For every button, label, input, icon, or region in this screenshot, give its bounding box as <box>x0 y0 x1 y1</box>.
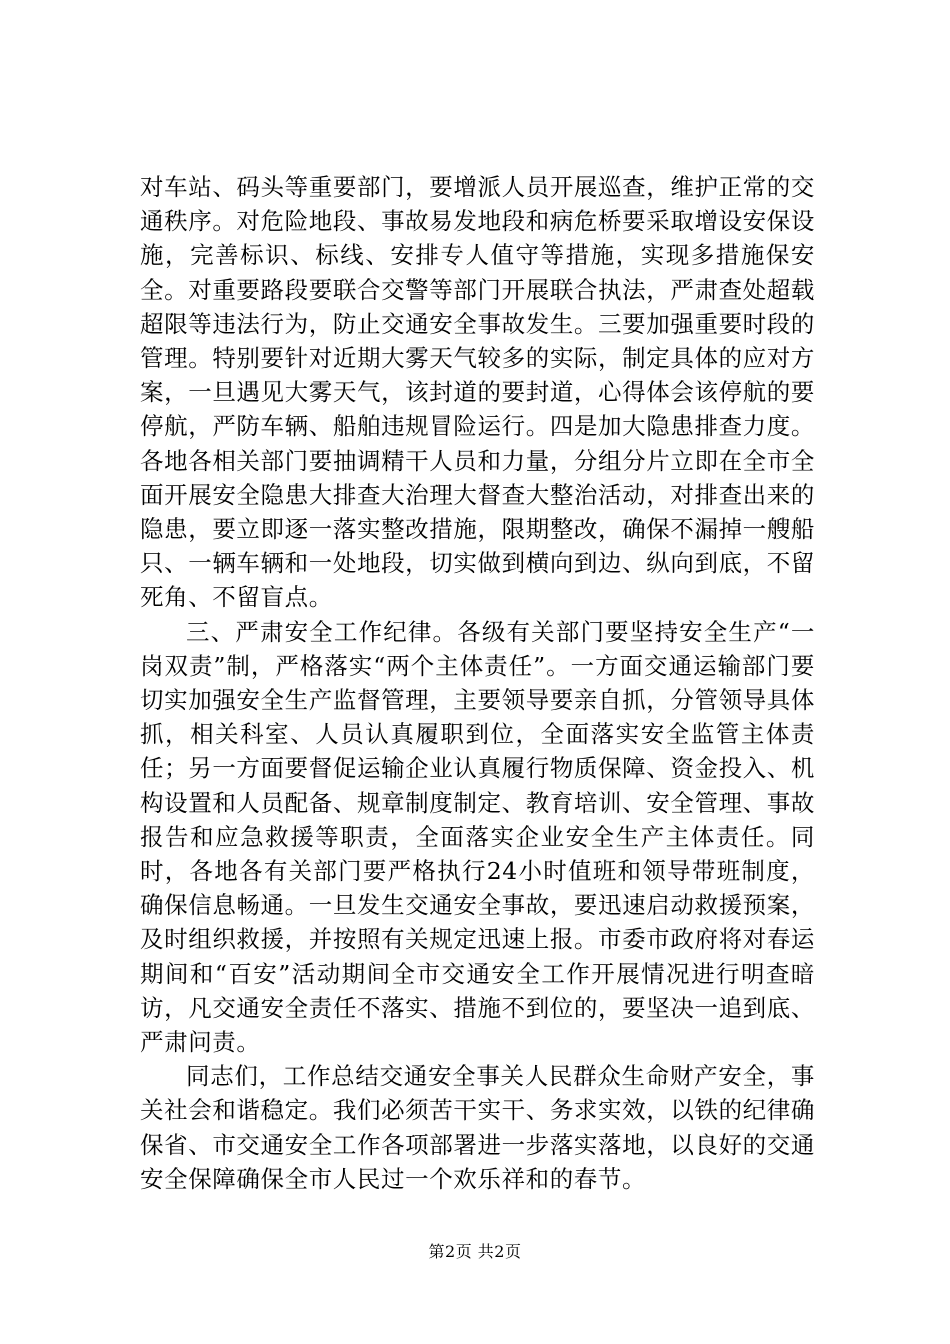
document-body <box>140 170 815 1196</box>
paragraph-closing: 同志们，工作总结交通安全事关人民群众生命财产安全，事关社会和谐稳定。我们必须苦干实干、务求实效，以铁的纪律确保省、市交通安全工作各项部署进一步落实落地，以良好的交通安全保障确保全市人民过一个欢乐祥和的春节。 <box>140 1062 815 1193</box>
page-number-label: 第2页 共2页 <box>428 1242 522 1261</box>
page-footer <box>0 1242 950 1262</box>
paragraph-discipline: 三、严肃安全工作纪律。各级有关部门要坚持安全生产“一岗双责”制，严格落实“两个主体责任”。一方面交通运输部门要切实加强安全生产监督管理，主要领导要亲自抓，分管领导具体抓，相关科室、人员认真履职到位，全面落实安全监管主体责任；另一方面要督促运输企业认真履行物质保障、资金投入、机构设置和人员配备、规章制度制定、教育培训、安全管理、事故报告和应急救援等职责，全面落实企业安全生产主体责任。同时，各地各有关部门要严格执行24小时值班和领导带班制度，确保信息畅通。一旦发生交通安全事故，要迅速启动救援预案，及时组织救援，并按照有关规定迅速上报。市委市政府将对春运期间和“百安”活动期间全市交通安全工作开展情况进行明查暗访，凡交通安全责任不落实、措施不到位的，要坚决一追到底、严肃问责。 <box>140 617 815 1057</box>
paragraph-inspection: 对车站、码头等重要部门，要增派人员开展巡查，维护正常的交通秩序。对危险地段、事故易发地段和病危桥要采取增设安保设施，完善标识、标线、安排专人值守等措施，实现多措施保安全。对重要路段要联合交警等部门开展联合执法，严肃查处超载超限等违法行为，防止交通安全事故发生。三要加强重要时段的管理。特别要针对近期大雾天气较多的实际，制定具体的应对方案，一旦遇见大雾天气，该封道的要封道，心得体会该停航的要停航，严防车辆、船舶违规冒险运行。四是加大隐患排查力度。各地各相关部门要抽调精干人员和力量，分组分片立即在全市全面开展安全隐患大排查大治理大督查大整治活动，对排查出来的隐患，要立即逐一落实整改措施，限期整改，确保不漏掉一艘船只、一辆车辆和一处地段，切实做到横向到边、纵向到底，不留死角、不留盲点。 <box>140 173 815 612</box>
